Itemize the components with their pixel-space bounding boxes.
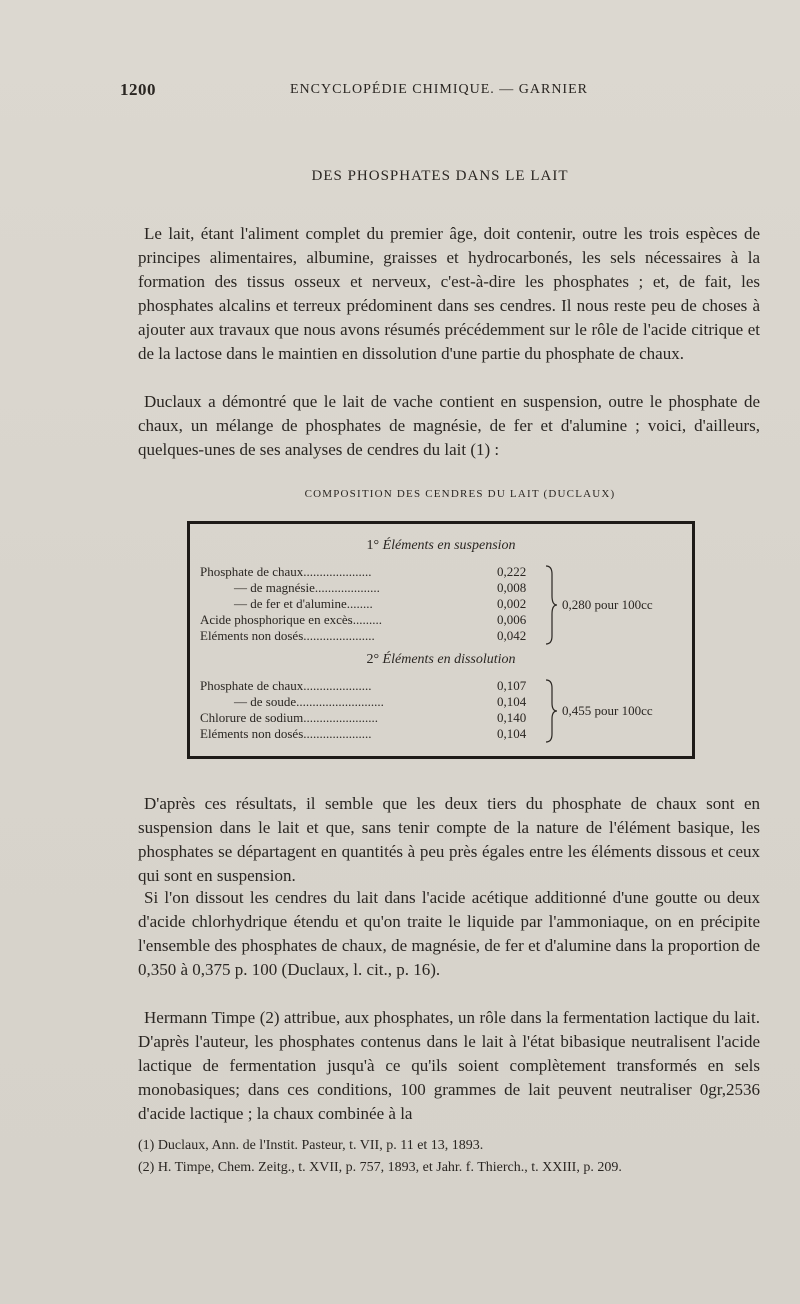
row-value: 0,104 xyxy=(497,726,527,741)
table-row xyxy=(200,710,527,726)
row-label: — de fer et d'alumine........ xyxy=(234,596,373,611)
paragraph-1: Le lait, étant l'aliment complet du premier âge, doit contenir, outre les trois espèces de principes alimentaires, albumine, graisses et hydrocarbonés, les sels nécessaires à la formation des tissus osseux et nerveux, c'est-à-dire les phosphates ; et, de fait, les phosphates alcalins et terreux prédominent dans ses cendres. Il nous reste peu de choses à ajouter aux travaux que nous avons résumés précédemment sur le rôle de l'acide citrique et de la lactose dans le maintien en dissolution d'une partie du phosphate de chaux. xyxy=(138,224,760,363)
row-label: Eléments non dosés...................... xyxy=(200,628,375,643)
paragraph-3: D'après ces résultats, il semble que les deux tiers du phosphate de chaux sont en suspension dans le lait et que, sans tenir compte de la nature de l'élément basique, les phosphates se départagent en quantités à peu près égales entre les éléments dissous et ceux qui sont en suspension. xyxy=(138,794,760,885)
table-row xyxy=(200,628,527,644)
row-value: 0,140 xyxy=(497,710,527,725)
composition-title: COMPOSITION DES CENDRES DU LAIT (DUCLAUX) xyxy=(304,488,616,500)
table-row xyxy=(200,580,527,596)
paragraph-4: Si l'on dissout les cendres du lait dans l'acide acétique additionné d'une goutte ou deux d'acide chlorhydrique étendu et qu'on traite le liquide par l'ammoniaque, on en précipite l'ensemble des phosphates de chaux, de magnésie, de fer et d'alumine dans la proportion de 0,350 à 0,375 p. 100 (Duclaux, l. cit., p. 16). xyxy=(138,888,760,979)
brace-2-icon xyxy=(544,678,558,744)
paragraph-2: Duclaux a démontré que le lait de vache contient en suspension, outre le phosphate de chaux, un mélange de phosphates de magnésie, de fer et d'alumine ; voici, d'ailleurs, quelques-unes de ses analyses de cendres du lait (1) : xyxy=(138,392,760,459)
table-row xyxy=(200,694,527,710)
composition-table xyxy=(187,521,695,759)
page-header xyxy=(120,80,720,104)
section2-num: 2° xyxy=(366,652,380,667)
section2-total: 0,455 pour 100cc xyxy=(562,703,653,718)
row-value: 0,006 xyxy=(497,612,527,627)
section2-title xyxy=(190,652,692,668)
table-row xyxy=(200,564,527,580)
section1-text: Éléments en suspension xyxy=(382,538,516,553)
brace-1-icon xyxy=(544,564,558,646)
row-label: Phosphate de chaux..................... xyxy=(200,564,372,579)
table-row xyxy=(200,678,527,694)
footnote-2: (2) H. Timpe, Chem. Zeitg., t. XVII, p. 757, 1893, et Jahr. f. Thierch., t. XXIII, p. 209. xyxy=(138,1160,622,1175)
row-label: Eléments non dosés..................... xyxy=(200,726,372,741)
row-label: Phosphate de chaux..................... xyxy=(200,678,372,693)
row-value: 0,104 xyxy=(497,694,527,709)
section1-total: 0,280 pour 100cc xyxy=(562,597,653,612)
row-label: Chlorure de sodium....................... xyxy=(200,710,379,725)
running-title: ENCYCLOPÉDIE CHIMIQUE. — GARNIER xyxy=(290,82,588,97)
table-row xyxy=(200,596,527,612)
footnote-1: (1) Duclaux, Ann. de l'Instit. Pasteur, t. VII, p. 11 et 13, 1893. xyxy=(138,1138,484,1153)
paragraph-5: Hermann Timpe (2) attribue, aux phosphates, un rôle dans la fermentation lactique du lait. D'après l'auteur, les phosphates contenus dans le lait à l'état bibasique neutralisent l'acide lactique de fermentation jusqu'à ce qu'ils soient complètement transformés en sels monobasiques; dans ces conditions, 100 grammes de lait peuvent neutraliser 0gr,2536 d'acide lactique ; la chaux combinée à la xyxy=(138,1008,760,1123)
row-value: 0,008 xyxy=(497,580,527,595)
row-label: Acide phosphorique en excès......... xyxy=(200,612,382,627)
section-title: DES PHOSPHATES DANS LE LAIT xyxy=(311,168,569,184)
row-value: 0,042 xyxy=(497,628,527,643)
row-label: — de magnésie.................... xyxy=(234,580,380,595)
section1-num: 1° xyxy=(366,538,380,553)
row-value: 0,107 xyxy=(497,678,527,693)
section2-text: Éléments en dissolution xyxy=(382,652,516,667)
row-value: 0,222 xyxy=(497,564,527,579)
section1-title xyxy=(190,538,692,554)
table-row xyxy=(200,612,527,628)
row-value: 0,002 xyxy=(497,596,527,611)
table-row xyxy=(200,726,527,742)
page-number: 1200 xyxy=(120,80,156,99)
row-label: — de soude........................... xyxy=(234,694,384,709)
